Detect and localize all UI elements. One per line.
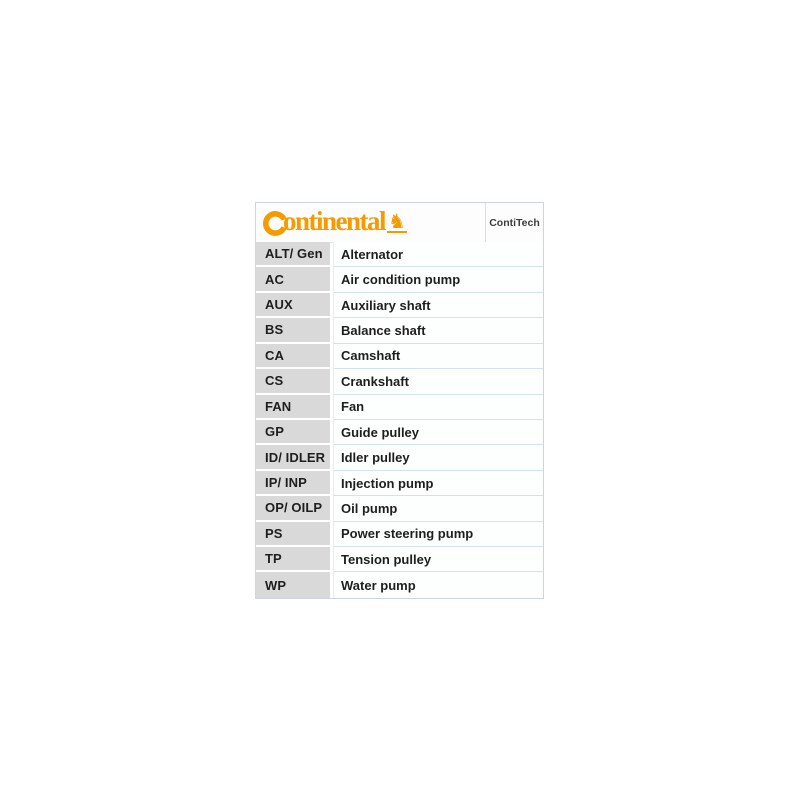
abbreviation-cell: GP [256, 420, 330, 445]
abbreviation-table [256, 242, 543, 598]
abbreviation-cell: CS [256, 369, 330, 394]
table-row [256, 242, 543, 267]
description-cell: Crankshaft [333, 369, 543, 394]
description-cell: Auxiliary shaft [333, 293, 543, 318]
table-row [256, 369, 543, 394]
abbreviation-cell: CA [256, 344, 330, 369]
table-row [256, 471, 543, 496]
rearing-horse-icon: ♞ [388, 208, 406, 233]
description-cell: Air condition pump [333, 267, 543, 292]
continental-logo [256, 203, 485, 242]
description-cell: Idler pulley [333, 445, 543, 470]
description-cell: Guide pulley [333, 420, 543, 445]
contitech-logo-text: ContiTech [485, 203, 543, 242]
abbreviation-cell: IP/ INP [256, 471, 330, 496]
description-cell: Balance shaft [333, 318, 543, 343]
table-row [256, 572, 543, 597]
abbreviation-cell: BS [256, 318, 330, 343]
abbreviation-cell: AC [256, 267, 330, 292]
description-cell: Oil pump [333, 496, 543, 521]
description-cell: Water pump [333, 572, 543, 597]
table-row [256, 547, 543, 572]
description-cell: Camshaft [333, 344, 543, 369]
description-cell: Tension pulley [333, 547, 543, 572]
abbreviation-cell: TP [256, 547, 330, 572]
abbreviation-cell: AUX [256, 293, 330, 318]
table-row [256, 522, 543, 547]
description-cell: Fan [333, 395, 543, 420]
table-row [256, 293, 543, 318]
table-row [256, 344, 543, 369]
abbreviation-cell: ID/ IDLER [256, 445, 330, 470]
abbreviation-cell: OP/ OILP [256, 496, 330, 521]
table-row [256, 267, 543, 292]
table-row [256, 395, 543, 420]
abbreviation-cell: FAN [256, 395, 330, 420]
abbreviation-cell: ALT/ Gen [256, 242, 330, 267]
abbreviation-cell: PS [256, 522, 330, 547]
abbreviation-legend-card [255, 202, 544, 599]
description-cell: Alternator [333, 242, 543, 267]
table-row [256, 496, 543, 521]
table-row [256, 420, 543, 445]
abbreviation-cell: WP [256, 572, 330, 597]
table-row [256, 318, 543, 343]
continental-logo-text: ontinental [283, 206, 386, 236]
table-row [256, 445, 543, 470]
description-cell: Power steering pump [333, 522, 543, 547]
card-header [256, 203, 543, 243]
description-cell: Injection pump [333, 471, 543, 496]
